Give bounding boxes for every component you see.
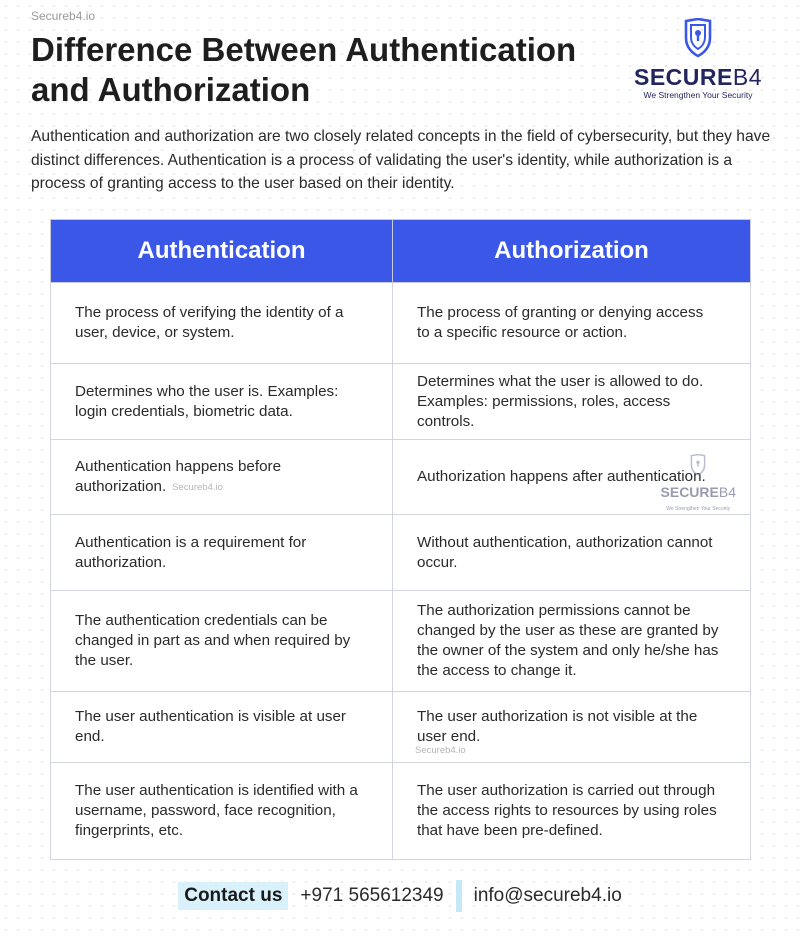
authentication-cell: Authentication happens before authorization. Secureb4.io bbox=[51, 440, 393, 515]
table-row bbox=[51, 692, 751, 763]
brand-name: SECUREB4 bbox=[634, 64, 762, 90]
authorization-cell: Determines what the user is allowed to do. Examples: permissions, roles, access controls. bbox=[393, 364, 751, 440]
phone-number[interactable]: +971 565612349 bbox=[300, 885, 444, 906]
authorization-cell: The process of granting or denying access to a specific resource or action. bbox=[393, 283, 751, 364]
authentication-cell: The authentication credentials can be changed in part as and when required by the user. bbox=[51, 591, 393, 692]
table-row bbox=[51, 591, 751, 692]
authorization-cell: The user authorization is not visible at the user end. Secureb4.io bbox=[393, 692, 751, 763]
intro-paragraph: Authentication and authorization are two closely related concepts in the field of cybersecurity, but they have distinct differences. Authentication is a process of validating the user's identity, while authorization is a process of granting access to the user based on their identity. bbox=[31, 128, 771, 192]
contact-label: Contact us bbox=[178, 882, 288, 910]
table-row bbox=[51, 364, 751, 440]
page-title: Difference Between Authentication and Authorization bbox=[31, 31, 577, 108]
table-header-row bbox=[51, 220, 751, 283]
shield-lock-icon bbox=[689, 454, 707, 476]
shield-lock-icon bbox=[682, 18, 714, 58]
divider bbox=[456, 880, 462, 912]
brand-tagline: We Strengthen Your Security bbox=[643, 90, 753, 100]
authentication-cell: The process of verifying the identity of a user, device, or system. bbox=[51, 283, 393, 364]
authentication-cell: The user authentication is visible at user end. bbox=[51, 692, 393, 763]
table-row bbox=[51, 763, 751, 860]
authorization-cell: Authorization happens after authentication. SECUREB4 We Strengthen Your Security bbox=[393, 440, 751, 515]
watermark-logo: SECUREB4 We Strengthen Your Security bbox=[661, 454, 736, 519]
watermark-text: Secureb4.io bbox=[415, 745, 466, 756]
header-authorization: Authorization bbox=[393, 220, 751, 283]
site-tag: Secureb4.io bbox=[31, 9, 96, 23]
authorization-cell: The authorization permissions cannot be changed by the user as these are granted by the owner of the system and only he/she has the access to change it. bbox=[393, 591, 751, 692]
contact-bar bbox=[0, 880, 800, 912]
table-row bbox=[51, 283, 751, 364]
watermark-text: Secureb4.io bbox=[172, 481, 223, 493]
email-link[interactable]: info@secureb4.io bbox=[473, 885, 622, 906]
table-row bbox=[51, 440, 751, 515]
authentication-cell: The user authentication is identified with a username, password, face recognition, fingerprints, etc. bbox=[51, 763, 393, 860]
authorization-cell: The user authorization is carried out through the access rights to resources by using roles that have been pre-defined. bbox=[393, 763, 751, 860]
authorization-cell: Without authentication, authorization cannot occur. bbox=[393, 515, 751, 591]
header-authentication: Authentication bbox=[51, 220, 393, 283]
authentication-cell: Authentication is a requirement for authorization. bbox=[51, 515, 393, 591]
comparison-table bbox=[50, 219, 751, 860]
table-row bbox=[51, 515, 751, 591]
brand-logo bbox=[628, 18, 768, 100]
authentication-cell: Determines who the user is. Examples: login credentials, biometric data. bbox=[51, 364, 393, 440]
